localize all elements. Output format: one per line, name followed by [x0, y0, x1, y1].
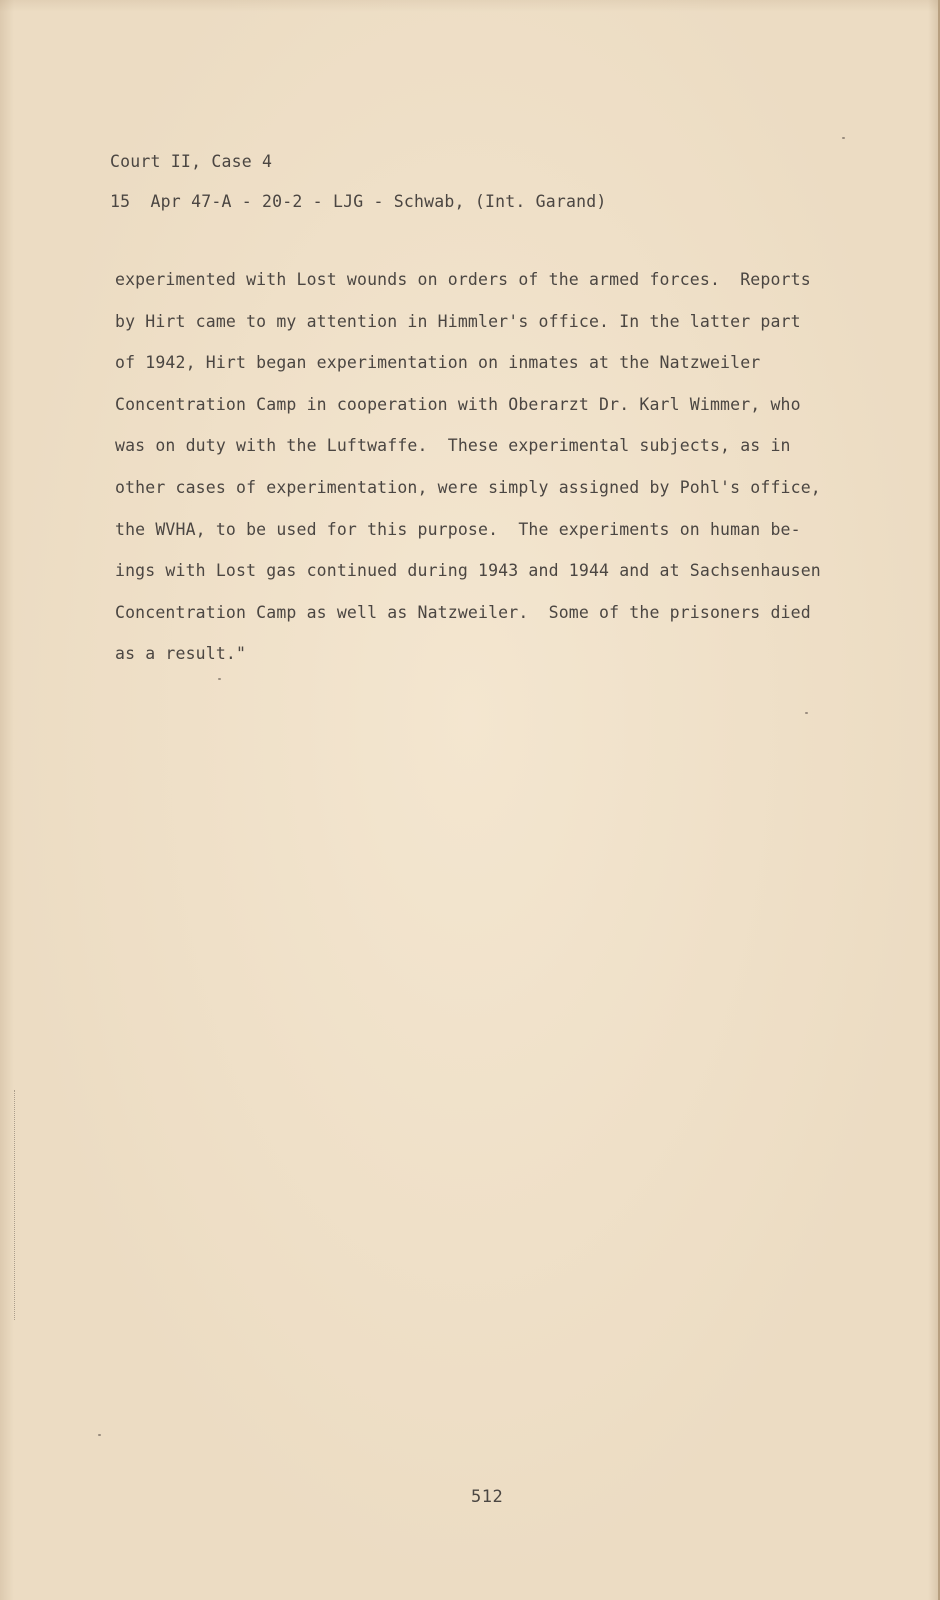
text-line: ings with Lost gas continued during 1943 and 1944 and at Sachsenhausen [115, 561, 821, 581]
text-line: of 1942, Hirt began experimentation on inmates at the Natzweiler [115, 353, 761, 373]
document-header [110, 142, 607, 222]
text-line: was on duty with the Luftwaffe. These experimental subjects, as in [115, 436, 791, 456]
court-case-line: Court II, Case 4 [110, 152, 273, 171]
paper-speck [218, 678, 221, 680]
text-line: as a result." [115, 644, 247, 664]
text-line: by Hirt came to my attention in Himmler's office. In the latter part [115, 311, 801, 331]
testimony-text [115, 259, 845, 675]
text-line: Concentration Camp in cooperation with Oberarzt Dr. Karl Wimmer, who [115, 394, 801, 414]
text-line: the WVHA, to be used for this purpose. The experiments on human be- [115, 519, 801, 539]
paper-speck [842, 137, 845, 139]
page-number: 512 [471, 1487, 504, 1507]
text-line: experimented with Lost wounds on orders of the armed forces. Reports [115, 270, 811, 289]
text-line: Concentration Camp as well as Natzweiler. Some of the prisoners died [115, 602, 811, 622]
text-line: other cases of experimentation, were simply assigned by Pohl's office, [115, 477, 821, 497]
paper-speck [98, 1434, 101, 1436]
session-line: 15 Apr 47-A - 20-2 - LJG - Schwab, (Int. Garand) [110, 192, 607, 211]
binding-holes-mark [14, 1090, 17, 1320]
paper-speck [805, 712, 808, 714]
